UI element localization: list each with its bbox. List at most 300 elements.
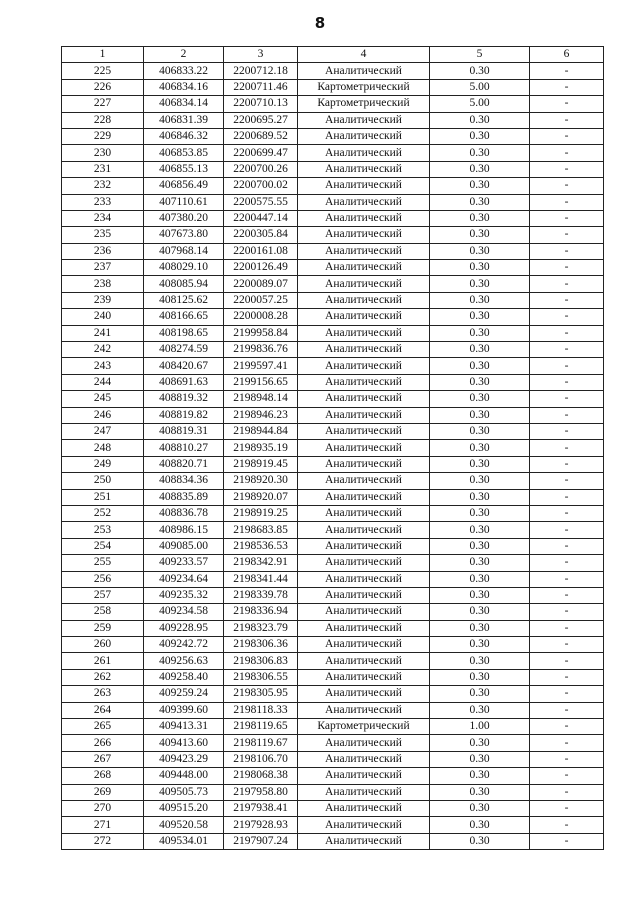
- accuracy-cell: 0.30: [430, 768, 530, 784]
- method-cell: Аналитический: [298, 161, 430, 177]
- y-coordinate-cell: 2197928.93: [224, 817, 298, 833]
- x-coordinate-cell: 408810.27: [144, 440, 224, 456]
- method-cell: Аналитический: [298, 505, 430, 521]
- x-coordinate-cell: 408819.32: [144, 391, 224, 407]
- y-coordinate-cell: 2200126.49: [224, 260, 298, 276]
- x-coordinate-cell: 408274.59: [144, 342, 224, 358]
- accuracy-cell: 0.30: [430, 128, 530, 144]
- accuracy-cell: 0.30: [430, 210, 530, 226]
- method-cell: Аналитический: [298, 538, 430, 554]
- accuracy-cell: 0.30: [430, 784, 530, 800]
- accuracy-cell: 0.30: [430, 358, 530, 374]
- point-number-cell: 261: [62, 653, 144, 669]
- method-cell: Аналитический: [298, 768, 430, 784]
- point-number-cell: 262: [62, 669, 144, 685]
- x-coordinate-cell: 408836.78: [144, 505, 224, 521]
- x-coordinate-cell: 409515.20: [144, 800, 224, 816]
- point-number-cell: 227: [62, 96, 144, 112]
- x-coordinate-cell: 409520.58: [144, 817, 224, 833]
- method-cell: Аналитический: [298, 604, 430, 620]
- table-row: [62, 342, 604, 358]
- description-cell: -: [530, 702, 604, 718]
- method-cell: Аналитический: [298, 210, 430, 226]
- table-row: [62, 456, 604, 472]
- x-coordinate-cell: 408691.63: [144, 374, 224, 390]
- accuracy-cell: 0.30: [430, 112, 530, 128]
- accuracy-cell: 0.30: [430, 440, 530, 456]
- table-row: [62, 391, 604, 407]
- y-coordinate-cell: 2198306.36: [224, 637, 298, 653]
- point-number-cell: 233: [62, 194, 144, 210]
- method-cell: Аналитический: [298, 833, 430, 849]
- point-number-cell: 234: [62, 210, 144, 226]
- accuracy-cell: 0.30: [430, 571, 530, 587]
- method-cell: Аналитический: [298, 440, 430, 456]
- description-cell: -: [530, 342, 604, 358]
- description-cell: -: [530, 505, 604, 521]
- table-row: [62, 735, 604, 751]
- table-row: [62, 473, 604, 489]
- accuracy-cell: 0.30: [430, 161, 530, 177]
- x-coordinate-cell: 409413.60: [144, 735, 224, 751]
- point-number-cell: 226: [62, 79, 144, 95]
- accuracy-cell: 0.30: [430, 686, 530, 702]
- point-number-cell: 244: [62, 374, 144, 390]
- method-cell: Аналитический: [298, 227, 430, 243]
- accuracy-cell: 0.30: [430, 669, 530, 685]
- accuracy-cell: 0.30: [430, 473, 530, 489]
- method-cell: Аналитический: [298, 571, 430, 587]
- method-cell: Аналитический: [298, 292, 430, 308]
- accuracy-cell: 0.30: [430, 800, 530, 816]
- method-cell: Аналитический: [298, 309, 430, 325]
- x-coordinate-cell: 406846.32: [144, 128, 224, 144]
- point-number-cell: 268: [62, 768, 144, 784]
- point-number-cell: 242: [62, 342, 144, 358]
- table-row: [62, 309, 604, 325]
- accuracy-cell: 0.30: [430, 522, 530, 538]
- x-coordinate-cell: 409448.00: [144, 768, 224, 784]
- description-cell: -: [530, 374, 604, 390]
- x-coordinate-cell: 409233.57: [144, 555, 224, 571]
- table-row: [62, 817, 604, 833]
- table-row: [62, 686, 604, 702]
- point-number-cell: 257: [62, 587, 144, 603]
- x-coordinate-cell: 409399.60: [144, 702, 224, 718]
- x-coordinate-cell: 406834.14: [144, 96, 224, 112]
- y-coordinate-cell: 2198341.44: [224, 571, 298, 587]
- point-number-cell: 247: [62, 423, 144, 439]
- description-cell: -: [530, 96, 604, 112]
- y-coordinate-cell: 2198920.07: [224, 489, 298, 505]
- table-row: [62, 538, 604, 554]
- table-row: [62, 325, 604, 341]
- y-coordinate-cell: 2200700.26: [224, 161, 298, 177]
- x-coordinate-cell: 408125.62: [144, 292, 224, 308]
- point-number-cell: 241: [62, 325, 144, 341]
- table-row: [62, 374, 604, 390]
- description-cell: -: [530, 571, 604, 587]
- point-number-cell: 235: [62, 227, 144, 243]
- y-coordinate-cell: 2198118.33: [224, 702, 298, 718]
- accuracy-cell: 0.30: [430, 276, 530, 292]
- x-coordinate-cell: 409256.63: [144, 653, 224, 669]
- table-body: [62, 63, 604, 850]
- table-row: [62, 243, 604, 259]
- y-coordinate-cell: 2198683.85: [224, 522, 298, 538]
- table-row: [62, 210, 604, 226]
- table-row: [62, 63, 604, 79]
- table-row: [62, 719, 604, 735]
- accuracy-cell: 0.30: [430, 423, 530, 439]
- accuracy-cell: 0.30: [430, 817, 530, 833]
- x-coordinate-cell: 409228.95: [144, 620, 224, 636]
- description-cell: -: [530, 227, 604, 243]
- accuracy-cell: 0.30: [430, 653, 530, 669]
- table-row: [62, 358, 604, 374]
- point-number-cell: 267: [62, 751, 144, 767]
- accuracy-cell: 0.30: [430, 342, 530, 358]
- accuracy-cell: 0.30: [430, 243, 530, 259]
- y-coordinate-cell: 2198342.91: [224, 555, 298, 571]
- y-coordinate-cell: 2200712.18: [224, 63, 298, 79]
- method-cell: Аналитический: [298, 735, 430, 751]
- y-coordinate-cell: 2198919.45: [224, 456, 298, 472]
- point-number-cell: 263: [62, 686, 144, 702]
- y-coordinate-cell: 2198536.53: [224, 538, 298, 554]
- description-cell: -: [530, 63, 604, 79]
- table-row: [62, 637, 604, 653]
- y-coordinate-cell: 2197938.41: [224, 800, 298, 816]
- x-coordinate-cell: 409505.73: [144, 784, 224, 800]
- x-coordinate-cell: 408820.71: [144, 456, 224, 472]
- table-row: [62, 489, 604, 505]
- table-row: [62, 751, 604, 767]
- description-cell: -: [530, 456, 604, 472]
- accuracy-cell: 0.30: [430, 456, 530, 472]
- table-row: [62, 522, 604, 538]
- x-coordinate-cell: 408819.31: [144, 423, 224, 439]
- accuracy-cell: 0.30: [430, 325, 530, 341]
- y-coordinate-cell: 2198305.95: [224, 686, 298, 702]
- table-row: [62, 653, 604, 669]
- method-cell: Аналитический: [298, 522, 430, 538]
- x-coordinate-cell: 409423.29: [144, 751, 224, 767]
- point-number-cell: 270: [62, 800, 144, 816]
- method-cell: Аналитический: [298, 407, 430, 423]
- point-number-cell: 251: [62, 489, 144, 505]
- y-coordinate-cell: 2198920.30: [224, 473, 298, 489]
- point-number-cell: 245: [62, 391, 144, 407]
- y-coordinate-cell: 2199958.84: [224, 325, 298, 341]
- point-number-cell: 272: [62, 833, 144, 849]
- table-row: [62, 505, 604, 521]
- method-cell: Аналитический: [298, 423, 430, 439]
- x-coordinate-cell: 406834.16: [144, 79, 224, 95]
- accuracy-cell: 0.30: [430, 702, 530, 718]
- x-coordinate-cell: 409234.58: [144, 604, 224, 620]
- method-cell: Аналитический: [298, 637, 430, 653]
- description-cell: -: [530, 686, 604, 702]
- accuracy-cell: 0.30: [430, 391, 530, 407]
- method-cell: Аналитический: [298, 784, 430, 800]
- method-cell: Аналитический: [298, 391, 430, 407]
- table-row: [62, 292, 604, 308]
- method-cell: Аналитический: [298, 276, 430, 292]
- table-row: [62, 620, 604, 636]
- description-cell: -: [530, 833, 604, 849]
- point-number-cell: 255: [62, 555, 144, 571]
- table-row: [62, 145, 604, 161]
- description-cell: -: [530, 489, 604, 505]
- point-number-cell: 269: [62, 784, 144, 800]
- method-cell: Аналитический: [298, 178, 430, 194]
- description-cell: -: [530, 260, 604, 276]
- description-cell: -: [530, 161, 604, 177]
- y-coordinate-cell: 2200695.27: [224, 112, 298, 128]
- description-cell: -: [530, 309, 604, 325]
- description-cell: -: [530, 735, 604, 751]
- accuracy-cell: 0.30: [430, 833, 530, 849]
- description-cell: -: [530, 587, 604, 603]
- point-number-cell: 266: [62, 735, 144, 751]
- description-cell: -: [530, 653, 604, 669]
- y-coordinate-cell: 2198336.94: [224, 604, 298, 620]
- method-cell: Аналитический: [298, 620, 430, 636]
- x-coordinate-cell: 407380.20: [144, 210, 224, 226]
- x-coordinate-cell: 408819.82: [144, 407, 224, 423]
- point-number-cell: 231: [62, 161, 144, 177]
- description-cell: -: [530, 243, 604, 259]
- x-coordinate-cell: 407110.61: [144, 194, 224, 210]
- method-cell: Аналитический: [298, 751, 430, 767]
- point-number-cell: 260: [62, 637, 144, 653]
- x-coordinate-cell: 409085.00: [144, 538, 224, 554]
- x-coordinate-cell: 408198.65: [144, 325, 224, 341]
- x-coordinate-cell: 408420.67: [144, 358, 224, 374]
- point-number-cell: 252: [62, 505, 144, 521]
- description-cell: -: [530, 358, 604, 374]
- description-cell: -: [530, 637, 604, 653]
- table-row: [62, 194, 604, 210]
- description-cell: -: [530, 194, 604, 210]
- method-cell: Картометрический: [298, 719, 430, 735]
- point-number-cell: 240: [62, 309, 144, 325]
- method-cell: Аналитический: [298, 63, 430, 79]
- accuracy-cell: 0.30: [430, 194, 530, 210]
- y-coordinate-cell: 2200700.02: [224, 178, 298, 194]
- method-cell: Аналитический: [298, 342, 430, 358]
- description-cell: -: [530, 473, 604, 489]
- description-cell: -: [530, 768, 604, 784]
- y-coordinate-cell: 2198306.55: [224, 669, 298, 685]
- table-row: [62, 112, 604, 128]
- accuracy-cell: 0.30: [430, 587, 530, 603]
- accuracy-cell: 0.30: [430, 260, 530, 276]
- table-row: [62, 784, 604, 800]
- description-cell: -: [530, 800, 604, 816]
- y-coordinate-cell: 2200089.07: [224, 276, 298, 292]
- accuracy-cell: 0.30: [430, 620, 530, 636]
- column-header: 3: [224, 47, 298, 63]
- x-coordinate-cell: 408835.89: [144, 489, 224, 505]
- method-cell: Аналитический: [298, 587, 430, 603]
- accuracy-cell: 0.30: [430, 751, 530, 767]
- table-row: [62, 800, 604, 816]
- point-number-cell: 265: [62, 719, 144, 735]
- accuracy-cell: 1.00: [430, 719, 530, 735]
- table-row: [62, 833, 604, 849]
- point-number-cell: 246: [62, 407, 144, 423]
- table-row: [62, 276, 604, 292]
- point-number-cell: 249: [62, 456, 144, 472]
- y-coordinate-cell: 2200057.25: [224, 292, 298, 308]
- y-coordinate-cell: 2200575.55: [224, 194, 298, 210]
- point-number-cell: 264: [62, 702, 144, 718]
- accuracy-cell: 0.30: [430, 309, 530, 325]
- y-coordinate-cell: 2197907.24: [224, 833, 298, 849]
- table-row: [62, 768, 604, 784]
- point-number-cell: 248: [62, 440, 144, 456]
- accuracy-cell: 5.00: [430, 96, 530, 112]
- y-coordinate-cell: 2200305.84: [224, 227, 298, 243]
- accuracy-cell: 0.30: [430, 538, 530, 554]
- y-coordinate-cell: 2198339.78: [224, 587, 298, 603]
- table-row: [62, 669, 604, 685]
- accuracy-cell: 0.30: [430, 227, 530, 243]
- description-cell: -: [530, 112, 604, 128]
- method-cell: Аналитический: [298, 194, 430, 210]
- point-number-cell: 230: [62, 145, 144, 161]
- accuracy-cell: 0.30: [430, 178, 530, 194]
- accuracy-cell: 0.30: [430, 374, 530, 390]
- method-cell: Аналитический: [298, 800, 430, 816]
- description-cell: -: [530, 669, 604, 685]
- y-coordinate-cell: 2198119.67: [224, 735, 298, 751]
- accuracy-cell: 0.30: [430, 292, 530, 308]
- description-cell: -: [530, 620, 604, 636]
- method-cell: Аналитический: [298, 473, 430, 489]
- table-row: [62, 604, 604, 620]
- point-number-cell: 258: [62, 604, 144, 620]
- table-row: [62, 440, 604, 456]
- description-cell: -: [530, 210, 604, 226]
- method-cell: Картометрический: [298, 96, 430, 112]
- y-coordinate-cell: 2199836.76: [224, 342, 298, 358]
- accuracy-cell: 5.00: [430, 79, 530, 95]
- column-header: 5: [430, 47, 530, 63]
- x-coordinate-cell: 409259.24: [144, 686, 224, 702]
- y-coordinate-cell: 2200447.14: [224, 210, 298, 226]
- method-cell: Аналитический: [298, 456, 430, 472]
- point-number-cell: 225: [62, 63, 144, 79]
- x-coordinate-cell: 409242.72: [144, 637, 224, 653]
- x-coordinate-cell: 409235.32: [144, 587, 224, 603]
- y-coordinate-cell: 2200699.47: [224, 145, 298, 161]
- description-cell: -: [530, 423, 604, 439]
- method-cell: Аналитический: [298, 686, 430, 702]
- description-cell: -: [530, 604, 604, 620]
- description-cell: -: [530, 407, 604, 423]
- column-header: 2: [144, 47, 224, 63]
- x-coordinate-cell: 406853.85: [144, 145, 224, 161]
- point-number-cell: 253: [62, 522, 144, 538]
- table-row: [62, 260, 604, 276]
- y-coordinate-cell: 2198944.84: [224, 423, 298, 439]
- description-cell: -: [530, 178, 604, 194]
- y-coordinate-cell: 2199597.41: [224, 358, 298, 374]
- point-number-cell: 228: [62, 112, 144, 128]
- description-cell: -: [530, 555, 604, 571]
- method-cell: Аналитический: [298, 243, 430, 259]
- point-number-cell: 259: [62, 620, 144, 636]
- y-coordinate-cell: 2200711.46: [224, 79, 298, 95]
- method-cell: Аналитический: [298, 358, 430, 374]
- description-cell: -: [530, 292, 604, 308]
- x-coordinate-cell: 408085.94: [144, 276, 224, 292]
- description-cell: -: [530, 276, 604, 292]
- description-cell: -: [530, 440, 604, 456]
- point-number-cell: 256: [62, 571, 144, 587]
- x-coordinate-cell: 408166.65: [144, 309, 224, 325]
- point-number-cell: 250: [62, 473, 144, 489]
- table-header-row: [62, 47, 604, 63]
- x-coordinate-cell: 406831.39: [144, 112, 224, 128]
- accuracy-cell: 0.30: [430, 505, 530, 521]
- coordinates-table: [61, 46, 604, 850]
- y-coordinate-cell: 2198946.23: [224, 407, 298, 423]
- description-cell: -: [530, 391, 604, 407]
- method-cell: Аналитический: [298, 817, 430, 833]
- point-number-cell: 229: [62, 128, 144, 144]
- table-row: [62, 227, 604, 243]
- x-coordinate-cell: 406833.22: [144, 63, 224, 79]
- x-coordinate-cell: 409413.31: [144, 719, 224, 735]
- column-header: 6: [530, 47, 604, 63]
- y-coordinate-cell: 2198119.65: [224, 719, 298, 735]
- accuracy-cell: 0.30: [430, 637, 530, 653]
- method-cell: Аналитический: [298, 112, 430, 128]
- description-cell: -: [530, 751, 604, 767]
- table-row: [62, 178, 604, 194]
- description-cell: -: [530, 145, 604, 161]
- y-coordinate-cell: 2198948.14: [224, 391, 298, 407]
- y-coordinate-cell: 2198306.83: [224, 653, 298, 669]
- x-coordinate-cell: 408834.36: [144, 473, 224, 489]
- point-number-cell: 236: [62, 243, 144, 259]
- y-coordinate-cell: 2198935.19: [224, 440, 298, 456]
- accuracy-cell: 0.30: [430, 63, 530, 79]
- accuracy-cell: 0.30: [430, 145, 530, 161]
- table-row: [62, 79, 604, 95]
- description-cell: -: [530, 538, 604, 554]
- y-coordinate-cell: 2200710.13: [224, 96, 298, 112]
- x-coordinate-cell: 406856.49: [144, 178, 224, 194]
- method-cell: Аналитический: [298, 145, 430, 161]
- point-number-cell: 239: [62, 292, 144, 308]
- method-cell: Аналитический: [298, 702, 430, 718]
- accuracy-cell: 0.30: [430, 735, 530, 751]
- description-cell: -: [530, 79, 604, 95]
- accuracy-cell: 0.30: [430, 604, 530, 620]
- table-row: [62, 96, 604, 112]
- point-number-cell: 232: [62, 178, 144, 194]
- x-coordinate-cell: 407968.14: [144, 243, 224, 259]
- table-row: [62, 587, 604, 603]
- x-coordinate-cell: 408986.15: [144, 522, 224, 538]
- point-number-cell: 243: [62, 358, 144, 374]
- table-row: [62, 407, 604, 423]
